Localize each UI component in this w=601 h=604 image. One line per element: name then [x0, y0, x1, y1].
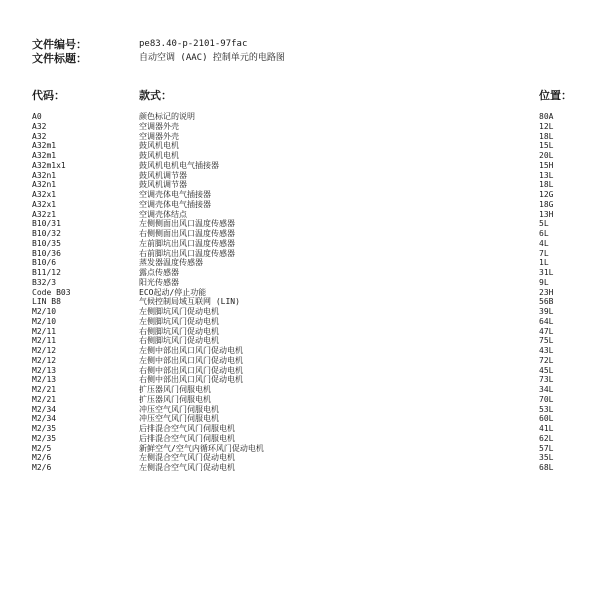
row-code: A32n1 — [32, 180, 57, 190]
row-description: 右侧侧面出风口温度传感器 — [139, 229, 235, 238]
row-description: 阳光传感器 — [139, 277, 179, 287]
row-code: B10/6 — [32, 258, 57, 268]
row-description: 空调壳体结点 — [139, 209, 187, 219]
table-row — [0, 463, 601, 473]
row-description: 左前脚坑出风口温度传感器 — [139, 238, 235, 248]
row-description: 空调壳体电气插接器 — [139, 190, 211, 199]
row-code: B10/35 — [32, 238, 61, 248]
row-description: 右侧中部出风口风门促动电机 — [139, 365, 243, 375]
row-description: 冲压空气风门伺服电机 — [139, 414, 219, 424]
table-row — [0, 219, 601, 229]
row-description: 右前脚坑出风口温度传感器 — [139, 248, 235, 258]
row-code: M2/11 — [32, 326, 57, 336]
table-row — [0, 297, 601, 307]
table-row — [0, 210, 601, 220]
row-code: M2/21 — [32, 385, 57, 394]
table-row — [0, 307, 601, 317]
row-description: ECO起动/停止功能 — [139, 287, 207, 297]
table-row — [0, 239, 601, 249]
row-position: 75L — [539, 336, 554, 346]
row-position: 7L — [539, 248, 549, 258]
row-description: 蒸发器温度传感器 — [139, 258, 203, 268]
row-code: B32/3 — [32, 277, 57, 287]
row-position: 4L — [539, 238, 549, 248]
table-row — [0, 327, 601, 337]
row-description: 左侧混合空气风门促动电机 — [139, 463, 235, 472]
row-code: A32n1 — [32, 170, 57, 180]
row-position: 20L — [539, 151, 554, 160]
table-row — [0, 151, 601, 161]
row-description: 右侧脚坑风门促动电机 — [139, 336, 219, 346]
table-row — [0, 268, 601, 278]
row-description: 左侧脚坑风门促动电机 — [139, 316, 219, 326]
row-description: 扩压器风门伺服电机 — [139, 385, 211, 394]
table-row — [0, 385, 601, 395]
row-code: M2/12 — [32, 346, 57, 355]
row-description: 左侧中部出风口风门促动电机 — [139, 346, 243, 355]
row-position: 70L — [539, 394, 554, 404]
row-code: A0 — [32, 112, 42, 121]
row-description: 右侧脚坑风门促动电机 — [139, 326, 219, 336]
table-row — [0, 180, 601, 190]
row-description: 后排混合空气风门伺服电机 — [139, 433, 235, 443]
row-code: M2/34 — [32, 414, 57, 424]
row-code: A32m1 — [32, 141, 57, 151]
row-position: 6L — [539, 229, 549, 238]
row-code: M2/35 — [32, 424, 57, 433]
table-row — [0, 141, 601, 151]
row-code: M2/13 — [32, 375, 57, 385]
row-description: 扩压器风门伺服电机 — [139, 394, 211, 404]
row-description: 左侧混合空气风门促动电机 — [139, 453, 235, 463]
column-header-position: 位置： — [539, 89, 572, 102]
row-description: 鼓风机调节器 — [139, 180, 187, 190]
table-row — [0, 424, 601, 434]
row-position: 53L — [539, 404, 554, 414]
table-row — [0, 375, 601, 385]
row-description: 鼓风机电机 — [139, 141, 179, 151]
table-row — [0, 249, 601, 259]
row-code: A32x1 — [32, 190, 57, 199]
row-description: 空调器外壳 — [139, 121, 179, 131]
row-code: A32z1 — [32, 209, 57, 219]
row-description: 空调壳体电气插接器 — [139, 199, 211, 209]
row-position: 43L — [539, 346, 554, 355]
table-row — [0, 288, 601, 298]
row-description: 颜色标记的说明 — [139, 112, 195, 121]
doc-number-label: 文件编号： — [32, 38, 87, 51]
row-code: M2/13 — [32, 365, 57, 375]
row-code: M2/35 — [32, 433, 57, 443]
table-row — [0, 122, 601, 132]
table-row — [0, 317, 601, 327]
row-code: B10/36 — [32, 248, 61, 258]
table-row — [0, 112, 601, 122]
row-position: 18L — [539, 180, 554, 190]
row-description: 左侧脚坑风门促动电机 — [139, 307, 219, 316]
row-code: A32m1 — [32, 151, 57, 160]
row-position: 41L — [539, 424, 554, 433]
row-position: 35L — [539, 453, 554, 463]
row-code: M2/11 — [32, 336, 57, 346]
row-position: 39L — [539, 307, 554, 316]
table-row — [0, 258, 601, 268]
row-position: 80A — [539, 112, 554, 121]
row-position: 15H — [539, 160, 554, 170]
table-row — [0, 405, 601, 415]
row-code: M2/34 — [32, 404, 57, 414]
row-position: 34L — [539, 385, 554, 394]
row-position: 15L — [539, 141, 554, 151]
row-description: 右侧中部出风口风门促动电机 — [139, 375, 243, 385]
row-code: A32 — [32, 121, 47, 131]
row-description: 左侧中部出风口风门促动电机 — [139, 355, 243, 365]
row-position: 12L — [539, 121, 554, 131]
table-row — [0, 200, 601, 210]
row-position: 12G — [539, 190, 554, 199]
row-description: 鼓风机调节器 — [139, 170, 187, 180]
row-position: 31L — [539, 268, 554, 277]
row-position: 1L — [539, 258, 549, 268]
table-row — [0, 356, 601, 366]
row-code: M2/12 — [32, 355, 57, 365]
row-code: A32 — [32, 131, 47, 141]
table-row — [0, 346, 601, 356]
row-position: 23H — [539, 287, 554, 297]
row-code: M2/10 — [32, 316, 57, 326]
row-description: 左侧侧面出风口温度传感器 — [139, 219, 235, 229]
row-description: 鼓风机电机电气插接器 — [139, 160, 219, 170]
row-code: LIN B8 — [32, 297, 61, 307]
doc-title-value: 自动空调 (AAC) 控制单元的电路图 — [139, 53, 285, 63]
row-code: M2/6 — [32, 453, 52, 463]
row-position: 18G — [539, 199, 554, 209]
column-header-code: 代码： — [32, 89, 65, 102]
row-description: 鼓风机电机 — [139, 151, 179, 160]
row-code: B10/31 — [32, 219, 61, 229]
table-row — [0, 229, 601, 239]
row-code: M2/5 — [32, 443, 52, 453]
row-position: 72L — [539, 355, 554, 365]
row-code: B10/32 — [32, 229, 61, 238]
row-position: 73L — [539, 375, 554, 385]
row-description: 气候控制局域互联网 (LIN) — [139, 297, 240, 307]
row-position: 13L — [539, 170, 554, 180]
doc-title-label: 文件标题： — [32, 52, 87, 65]
row-description: 露点传感器 — [139, 268, 179, 277]
row-code: Code B03 — [32, 287, 71, 297]
row-position: 5L — [539, 219, 549, 229]
row-code: A32x1 — [32, 199, 57, 209]
table-row — [0, 278, 601, 288]
row-description: 空调器外壳 — [139, 131, 179, 141]
table-row — [0, 336, 601, 346]
row-description: 冲压空气风门伺服电机 — [139, 404, 219, 414]
row-code: B11/12 — [32, 268, 61, 277]
table-row — [0, 444, 601, 454]
row-position: 47L — [539, 326, 554, 336]
row-position: 64L — [539, 316, 554, 326]
table-row — [0, 171, 601, 181]
row-code: M2/10 — [32, 307, 57, 316]
row-code: A32m1x1 — [32, 160, 66, 170]
table-row — [0, 453, 601, 463]
row-position: 62L — [539, 433, 554, 443]
row-position: 56B — [539, 297, 554, 307]
table-row — [0, 132, 601, 142]
row-position: 57L — [539, 443, 554, 453]
table-row — [0, 366, 601, 376]
row-code: M2/6 — [32, 463, 52, 472]
row-position: 13H — [539, 209, 554, 219]
table-row — [0, 395, 601, 405]
row-position: 45L — [539, 365, 554, 375]
row-position: 60L — [539, 414, 554, 424]
row-description: 新鲜空气/空气内循环风门促动电机 — [139, 443, 264, 453]
row-description: 后排混合空气风门伺服电机 — [139, 424, 235, 433]
table-row — [0, 161, 601, 171]
row-code: M2/21 — [32, 394, 57, 404]
row-position: 18L — [539, 131, 554, 141]
table-row — [0, 414, 601, 424]
doc-number-value: pe83.40-p-2101-97fac — [139, 39, 248, 49]
table-row — [0, 434, 601, 444]
table-row — [0, 190, 601, 200]
legend-table — [0, 112, 601, 473]
column-header-description: 款式： — [139, 89, 172, 102]
row-position: 68L — [539, 463, 554, 472]
row-position: 9L — [539, 277, 549, 287]
